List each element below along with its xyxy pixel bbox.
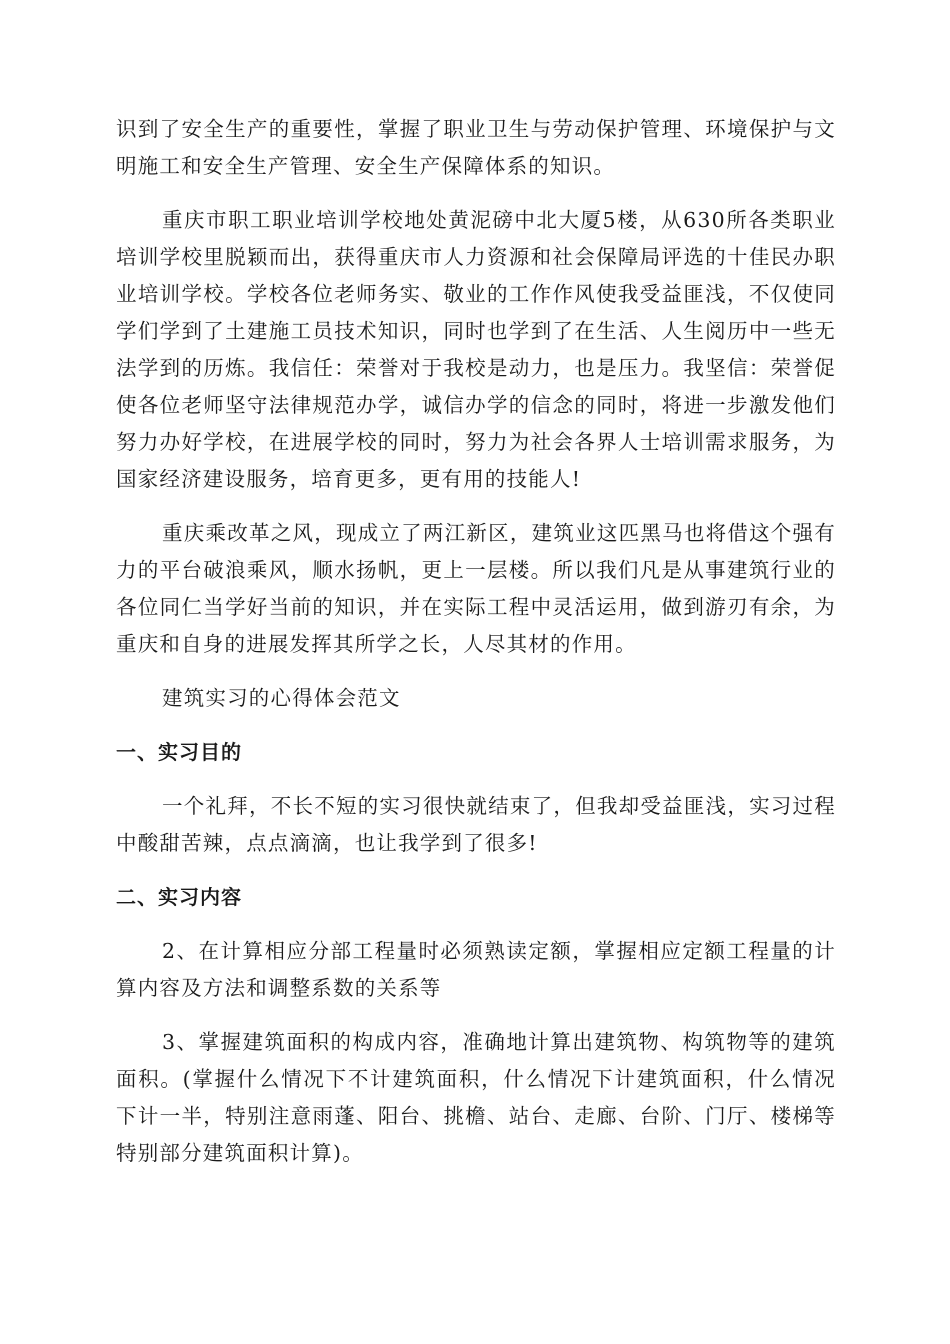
heading-internship-purpose: 一、实习目的	[116, 740, 242, 764]
paragraph-2: 重庆市职工职业培训学校地处黄泥磅中北大厦5楼，从630所各类职业培训学校里脱颖而出，获得重庆市人力资源和社会保障局评选的十佳民办职业培训学校。学校各位老师务实、敬业的工作作风使我受益匪浅，不仅使同学们学到了土建施工员技术知识，同时也学到了在生活、人生阅历中一些无法学到的历炼。我信任：荣誉对于我校是动力，也是压力。我坚信：荣誉促使各位老师坚守法律规范办学，诚信办学的信念的同时，将进一步激发他们努力办好学校，在进展学校的同时，努力为社会各界人士培训需求服务，为国家经济建设服务，培育更多，更有用的技能人!	[116, 208, 836, 491]
paragraph-1: 识到了安全生产的重要性，掌握了职业卫生与劳动保护管理、环境保护与文明施工和安全生产管理、安全生产保障体系的知识。	[116, 117, 836, 178]
heading-internship-content: 二、实习内容	[116, 885, 242, 909]
paragraph-5: 2、在计算相应分部工程量时必须熟读定额，掌握相应定额工程量的计算内容及方法和调整系数的关系等	[116, 939, 836, 1000]
paragraph-3: 重庆乘改革之风，现成立了两江新区，建筑业这匹黑马也将借这个强有力的平台破浪乘风，顺水扬帆，更上一层楼。所以我们凡是从事建筑行业的各位同仁当学好当前的知识，并在实际工程中灵活运用，做到游刃有余，为重庆和自身的进展发挥其所学之长，人尽其材的作用。	[116, 521, 836, 656]
paragraph-6: 3、掌握建筑面积的构成内容，准确地计算出建筑物、构筑物等的建筑面积。(掌握什么情况下不计建筑面积，什么情况下计建筑面积，什么情况下计一半，特别注意雨蓬、阳台、挑檐、站台、走廊、台阶、门厅、楼梯等特别部分建筑面积计算)。	[116, 1030, 836, 1165]
paragraph-4: 一个礼拜，不长不短的实习很快就结束了，但我却受益匪浅，实习过程中酸甜苦辣，点点滴滴，也让我学到了很多!	[116, 794, 836, 855]
document-body	[116, 111, 836, 1189]
section-subtitle: 建筑实习的心得体会范文	[162, 686, 401, 710]
